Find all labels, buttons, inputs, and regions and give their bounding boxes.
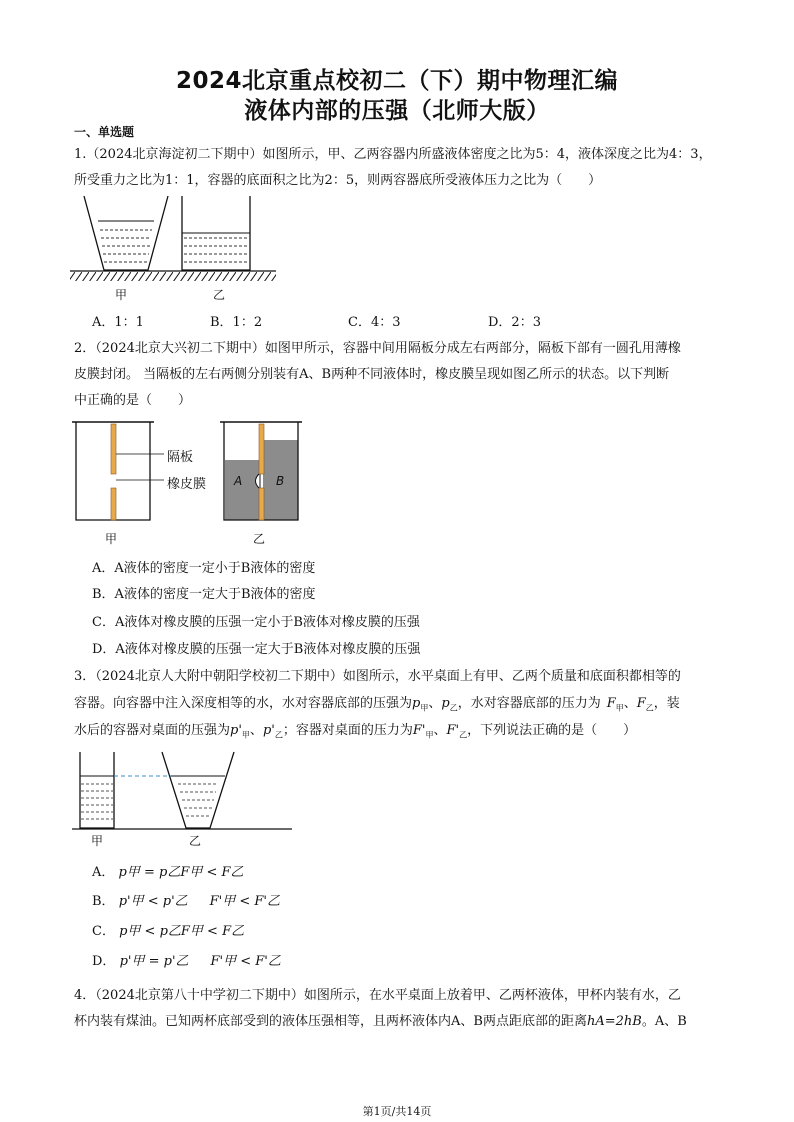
q2-text-line1: 2．（2024北京大兴初二下期中）如图甲所示，容器中间用隔板分成左右两部分，隔板下部有一圆孔用薄橡 — [74, 341, 681, 356]
q2-fig-membrane-label: 橡皮膜 — [167, 477, 207, 492]
q3-option-a[interactable]: A． p甲 = p乙F甲 < F乙 — [92, 865, 244, 880]
q3-option-c[interactable]: C． p甲 < p乙F甲 < F乙 — [92, 924, 245, 939]
q3-text-line3: 水后的容器对桌面的压强为$p'_甲$、$p'_乙$；容器对桌面的压力为$F'_甲$、$F'_乙$，下列说法正确的是（ ） — [74, 723, 637, 740]
q2-fig-liquid-a-label: A — [234, 474, 243, 488]
q4-text-line2: 杯内装有煤油。已知两杯底部受到的液体压强相等，且两杯液体内A、B两点距底部的距离hA=2hB。A、B — [74, 1014, 687, 1029]
q1-fig-label-a: 甲 — [115, 288, 128, 302]
q1-option-a[interactable]: A．1：1 — [92, 315, 144, 330]
q2-option-a[interactable]: A．A液体的密度一定小于B液体的密度 — [92, 561, 316, 576]
q3-fig-label-a: 甲 — [91, 834, 104, 848]
q3-text-line2: 容器。向容器中注入深度相等的水，水对容器底部的压强为$p_甲$、$p_乙$，水对容器底部的压力为 $F_甲$、$F_乙$，装 — [74, 696, 680, 713]
q1-option-b[interactable]: B．1：2 — [210, 315, 263, 330]
q2-option-b[interactable]: B．A液体的密度一定大于B液体的密度 — [92, 587, 316, 602]
q2-liquid-a — [225, 460, 261, 520]
q1-ground-hatch — [70, 272, 276, 281]
q4-text-line1: 4．（2024北京第八十中学初二下期中）如图所示，在水平桌面上放着甲、乙两杯液体，甲杯内装有水，乙 — [74, 988, 681, 1003]
q1-option-c[interactable]: C．4：3 — [348, 315, 401, 330]
q2-partition-lower — [111, 488, 116, 520]
q2-partition-upper — [111, 424, 116, 474]
q2-fig-partition-label: 隔板 — [167, 450, 194, 465]
q2-text-line3: 中正确的是（ ） — [74, 393, 192, 408]
document-title-line1: 2024北京重点校初二（下）期中物理汇编 — [175, 68, 618, 94]
q3-figure — [70, 748, 296, 834]
q2-option-d[interactable]: D．A液体对橡皮膜的压强一定大于B液体对橡皮膜的压强 — [92, 642, 421, 657]
q1-text-line2: 所受重力之比为1：1，容器的底面积之比为2：5，则两容器底所受液体压力之比为（ ） — [74, 173, 602, 188]
page-footer: 第1页/共14页 — [362, 1105, 432, 1118]
section-heading: 一、单选题 — [74, 125, 135, 139]
q1-option-d[interactable]: D．2：3 — [488, 315, 541, 330]
q2-fig-liquid-b-label: B — [276, 474, 285, 488]
q3-option-b[interactable]: B． p'甲 < p'乙 F'甲 < F'乙 — [92, 894, 281, 909]
q3-container-a — [80, 752, 114, 828]
q1-figure — [68, 192, 278, 288]
q3-fig-label-b: 乙 — [189, 834, 202, 848]
q1-liquid-a-bg — [98, 221, 154, 270]
q3-container-b — [162, 752, 234, 828]
q2-option-c[interactable]: C．A液体对橡皮膜的压强一定小于B液体对橡皮膜的压强 — [92, 615, 420, 630]
q2-text-line2: 皮膜封闭。 当隔板的左右两侧分别装有A、B两种不同液体时，橡皮膜呈现如图乙所示的状态。以下判断 — [74, 367, 670, 382]
q3-text-line1: 3．（2024北京人大附中朝阳学校初二下期中）如图所示，水平桌面上有甲、乙两个质量和底面积都相等的 — [74, 669, 681, 684]
q1-fig-label-b: 乙 — [213, 288, 226, 302]
q3-option-d[interactable]: D． p'甲 = p'乙 F'甲 < F'乙 — [92, 954, 281, 969]
q1-text-line1: 1.（2024北京海淀初二下期中）如图所示，甲、乙两容器内所盛液体密度之比为5：4，液体深度之比为4：3， — [74, 147, 712, 162]
q2-fig-label-b: 乙 — [253, 532, 266, 546]
q2-figure — [70, 418, 310, 526]
q2-fig-label-a: 甲 — [105, 532, 118, 546]
document-title-line2: 液体内部的压强（北师大版） — [244, 98, 550, 124]
